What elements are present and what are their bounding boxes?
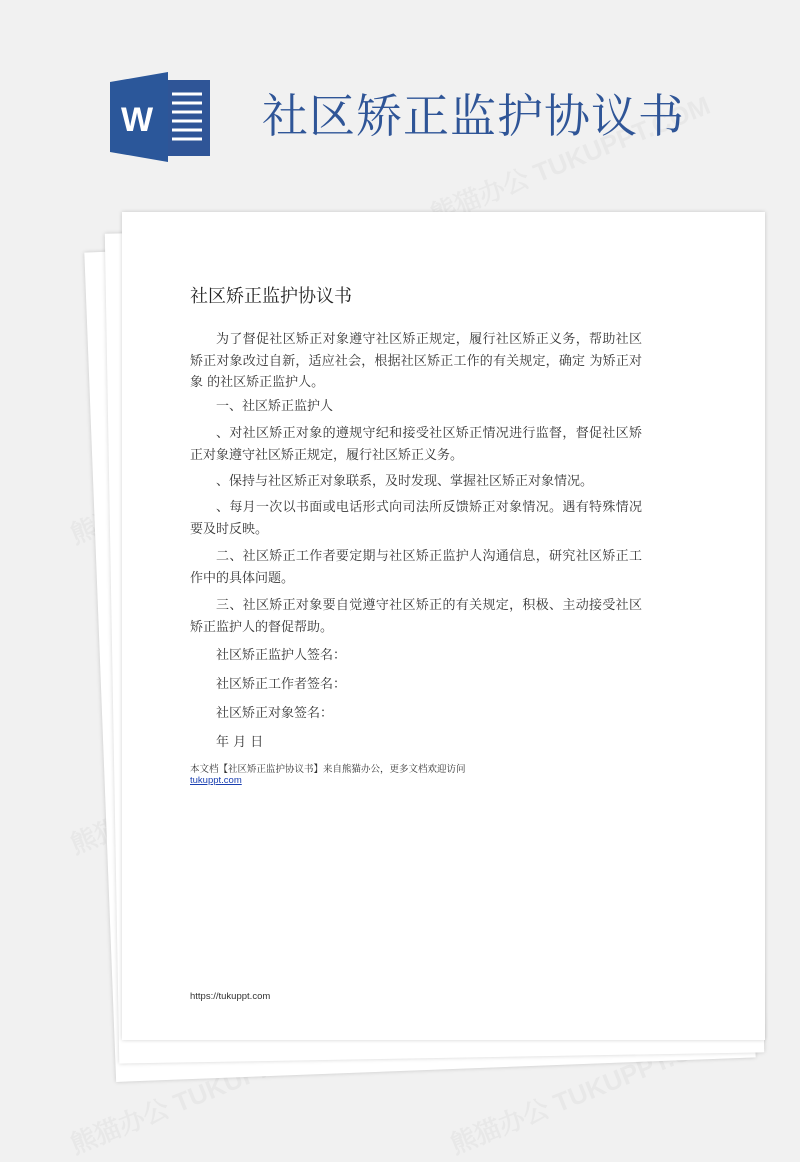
paragraph: 、每月一次以书面或电话形式向司法所反馈矫正对象情况。遇有特殊情况要及时反映。 [190, 500, 642, 537]
source-note: 本文档【社区矫正监护协议书】来自熊猫办公，更多文档欢迎访问 [190, 764, 466, 775]
signature-worker: 社区矫正工作者签名： [216, 677, 347, 692]
paragraph: 、对社区矫正对象的遵规守纪和接受社区矫正情况进行监督，督促社区矫正对象遵守社区矫正规定，履行社区矫正义务。 [190, 426, 642, 463]
page-footer-url: https://tukuppt.com [190, 991, 271, 1002]
section-heading-1: 一、社区矫正监护人 [216, 399, 334, 414]
section-3: 三、社区矫正对象要自觉遵守社区矫正的有关规定，积极、主动接受社区矫正监护人的督促帮助。 [190, 598, 642, 635]
paragraph-intro: 为了督促社区矫正对象遵守社区矫正规定，履行社区矫正义务，帮助社区矫正对象改过自新，适应社会，根据社区矫正工作的有关规定，确定 为矫正对象 的社区矫正监护人。 [190, 332, 642, 390]
header-title: 社区矫正监护协议书 [262, 89, 685, 143]
word-logo-icon [110, 70, 216, 164]
source-link[interactable]: tukuppt.com [190, 775, 242, 786]
svg-text:W: W [120, 101, 154, 139]
document-title: 社区矫正监护协议书 [190, 286, 352, 307]
date-line: 年 月 日 [216, 735, 264, 750]
paragraph: 、保持与社区矫正对象联系，及时发现、掌握社区矫正对象情况。 [216, 474, 594, 489]
section-2: 二、社区矫正工作者要定期与社区矫正监护人沟通信息，研究社区矫正工作中的具体问题。 [190, 549, 642, 586]
signature-subject: 社区矫正对象签名： [216, 706, 334, 721]
signature-guardian: 社区矫正监护人签名： [216, 648, 347, 663]
